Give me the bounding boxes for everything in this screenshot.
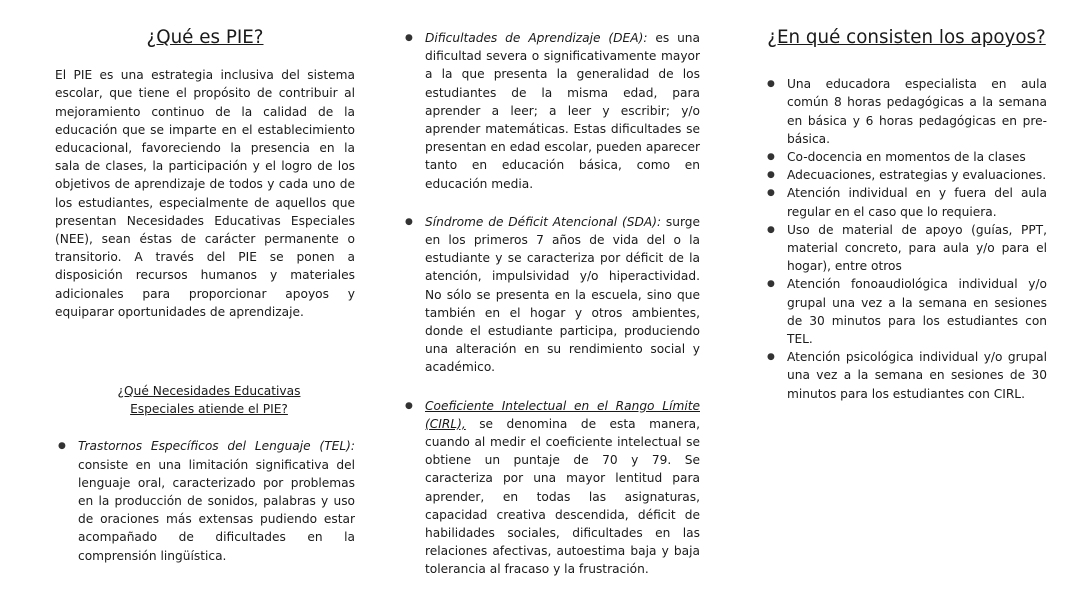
- list-item-sda: [405, 213, 700, 377]
- desc-dea: es una dificultad severa o significativamente mayor a la que presenta la generalidad de los estudiantes de la misma edad, para aprender a leer; a leer y escribir; y/o aprender matemáticas. Estas dificultades se presentan en edad escolar, pueden aparecer tanto en educación básica, como en educación media.: [425, 31, 701, 191]
- bullet-icon: ●: [58, 441, 66, 452]
- term-cirl: Coeficiente Intelectual en el Rango Límite (CIRL),: [425, 398, 700, 431]
- paragraph-que-es-pie: El PIE es una estrategia inclusiva del sistema escolar, que tiene el propósito de contribuir al mejoramiento continuo de la calidad de la educación que se imparte en el establecimiento educacional, favoreciendo la presencia en la sala de clases, la participación y el logro de los objetivos de aprendizaje de todos y cada uno de los estudiantes, especialmente de aquellos que presentan Necesidades Educativas Especiales (NEE), sean éstas de carácter permanente o transitorio. A través del PIE se ponen a disposición recursos humanos y materiales adicionales para proporcionar apoyos y equiparar oportunidades de aprendizaje.: [55, 68, 355, 319]
- nee-list-col2: [402, 29, 700, 579]
- heading-nee-line1: ¿Qué Necesidades Educativas: [117, 384, 301, 399]
- bullet-icon: ●: [405, 33, 413, 43]
- column-apoyos: [766, 0, 1047, 403]
- bullet-icon: ●: [767, 352, 775, 363]
- bullet-icon: ●: [767, 279, 775, 290]
- list-item-apoyo: [767, 275, 1047, 348]
- list-item-apoyo: [767, 166, 1047, 184]
- bullet-icon: ●: [767, 170, 775, 181]
- bullet-icon: ●: [767, 152, 775, 163]
- heading-nee: [55, 382, 355, 418]
- bullet-icon: ●: [767, 188, 775, 199]
- heading-nee-line2: Especiales atiende el PIE?: [130, 402, 288, 417]
- apoyo-text: Uso de material de apoyo (guías, PPT, material concreto, para aula y/o para el hogar), entre otros: [787, 222, 1047, 274]
- bullet-icon: ●: [767, 224, 775, 235]
- term-sda: Síndrome de Déficit Atencional (SDA):: [425, 214, 662, 229]
- heading-que-es-pie: ¿Qué es PIE?: [146, 27, 264, 48]
- list-item-apoyo: [767, 221, 1047, 276]
- apoyos-list: [766, 75, 1047, 403]
- list-item-apoyo: [767, 184, 1047, 220]
- desc-tel: consiste en una limitación significativa del lenguaje oral, caracterizado por problemas en la producción de sonidos, palabras y uso de oraciones más extensas pudiendo estar acompañado de dificultades en la comprensión lingüística.: [78, 457, 355, 563]
- apoyo-text: Una educadora especialista en aula común 8 horas pedagógicas a la semana en básica y 6 horas pedagógicas en pre-básica.: [787, 77, 1047, 146]
- column-pie: [55, 0, 355, 565]
- list-item-cirl: [405, 397, 700, 579]
- apoyo-text: Atención individual en y fuera del aula regular en el caso que lo requiera.: [787, 186, 1047, 219]
- column-nee: [402, 0, 700, 579]
- term-dea: Dificultades de Aprendizaje (DEA):: [425, 31, 648, 45]
- term-tel: Trastornos Específicos del Lenguaje (TEL):: [78, 439, 355, 454]
- apoyo-text: Adecuaciones, estrategias y evaluaciones.: [787, 168, 1047, 183]
- apoyo-text: Atención psicológica individual y/o grupal una vez a la semana en sesiones de 30 minutos para los estudiantes con CIRL.: [787, 350, 1047, 401]
- list-item-apoyo: [767, 75, 1047, 148]
- desc-cirl: se denomina de esta manera, cuando al medir el coeficiente intelectual se obtiene un puntaje de 70 y 79. Se caracteriza por una mayor lentitud para aprender, en todas las asignaturas, capacidad creativa descendida, déficit de habilidades sociales, dificultades en las relaciones afectivas, autoestima baja y baja tolerancia al fracaso y la frustración.: [425, 416, 700, 577]
- list-item-apoyo: [767, 148, 1047, 166]
- list-item-dea: [405, 29, 701, 193]
- bullet-icon: ●: [405, 216, 413, 227]
- apoyo-text: Co-docencia en momentos de la clases: [787, 150, 1026, 165]
- apoyo-text: Atención fonoaudiológica individual y/o grupal una vez a la semana en sesiones de 30 minutos para los estudiantes con TEL.: [787, 277, 1047, 347]
- desc-sda: surge en los primeros 7 años de vida del o la estudiante y se caracteriza por déficit de la atención, impulsividad y/o hiperactividad. No sólo se presenta en la escuela, sino que también en el hogar y otros ambientes, donde el estudiante participa, produciendo una alteración en su rendimiento social y académico.: [425, 214, 700, 375]
- bullet-icon: ●: [405, 400, 413, 411]
- list-item-tel: [58, 437, 355, 564]
- bullet-icon: ●: [767, 79, 775, 90]
- heading-apoyos: ¿En qué consisten los apoyos?: [767, 27, 1046, 48]
- list-item-apoyo: [767, 348, 1047, 403]
- nee-list-col1: [55, 437, 355, 564]
